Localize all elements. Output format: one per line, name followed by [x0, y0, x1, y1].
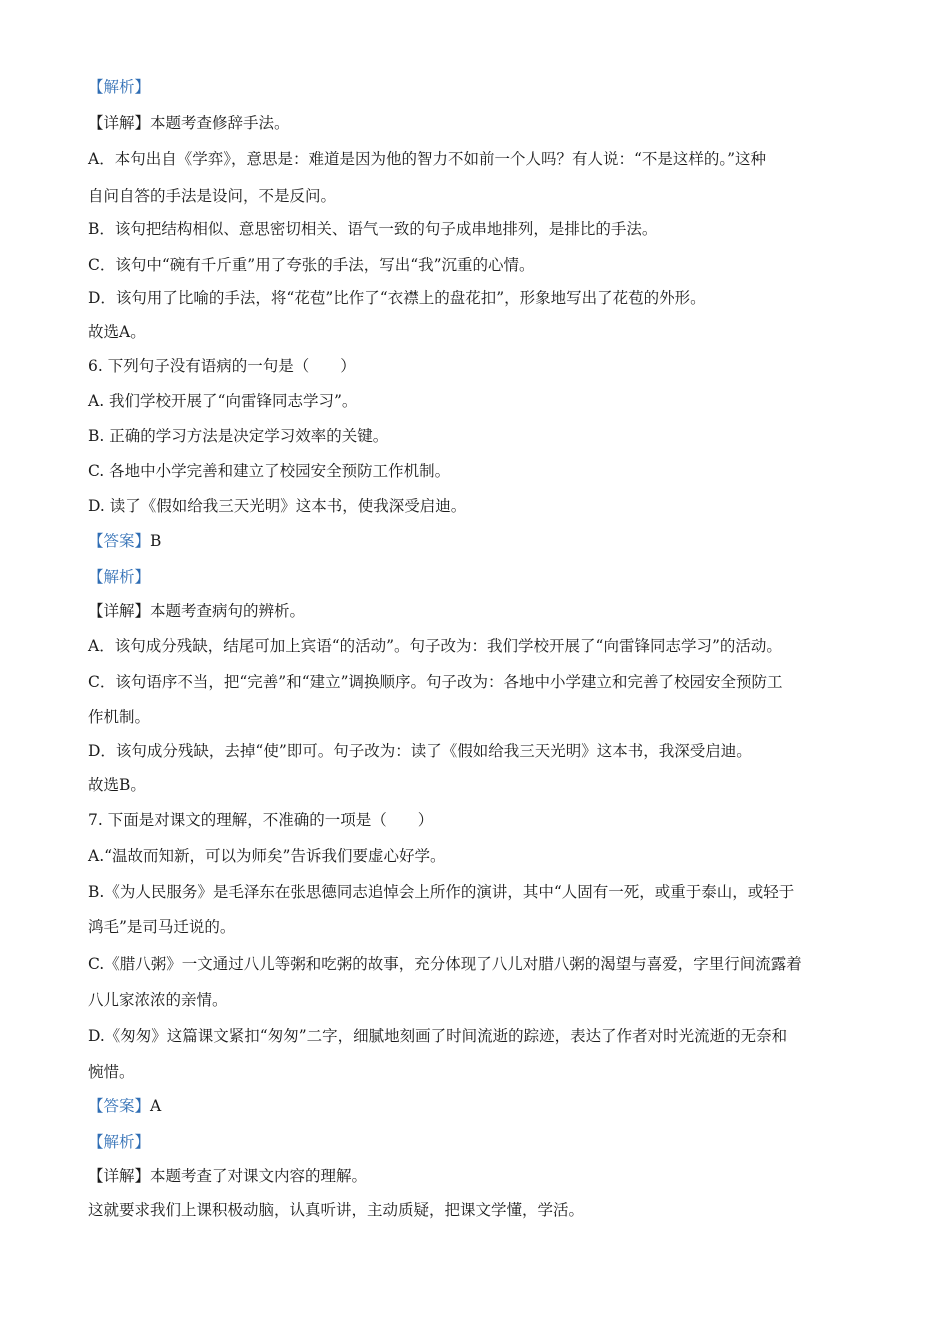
detail-text: 本题考查了对课文内容的理解。 [150, 1167, 368, 1185]
detail-text: 本题考查修辞手法。 [150, 114, 290, 132]
q6-option-b: B. 正确的学习方法是决定学习效率的关键。 [88, 427, 389, 445]
q5-explain-b: B．该句把结构相似、意思密切相关、语气一致的句子成串地排列，是排比的手法。 [88, 220, 658, 238]
answer-value: A [150, 1097, 162, 1115]
q6-option-a: A. 我们学校开展了“向雷锋同志学习”。 [88, 392, 358, 410]
q6-explain-c-line2: 作机制。 [88, 708, 151, 726]
q7-detail-line [88, 1166, 868, 1186]
q7-option-d-line2: 惋惜。 [88, 1063, 135, 1081]
q6-conclusion: 故选B。 [88, 776, 146, 794]
q6-explain-d: D．该句成分残缺，去掉“使”即可。句子改为：读了《假如给我三天光明》这本书，我深受启迪。 [88, 742, 752, 760]
q5-explain-a-line2: 自问自答的手法是设问，不是反问。 [88, 187, 337, 205]
q6-option-c: C. 各地中小学完善和建立了校园安全预防工作机制。 [88, 462, 451, 480]
q6-answer-line [88, 531, 868, 551]
detail-tag: 【详解】 [88, 114, 151, 132]
q6-option-d: D. 读了《假如给我三天光明》这本书，使我深受启迪。 [88, 497, 467, 515]
answer-tag: 【答案】 [88, 1097, 151, 1115]
detail-tag: 【详解】 [88, 602, 151, 620]
q7-option-c-line2: 八儿家浓浓的亲情。 [88, 991, 228, 1009]
q7-analysis-line [88, 1132, 868, 1152]
q7-answer-line [88, 1096, 868, 1116]
analysis-tag: 【解析】 [88, 78, 151, 96]
q7-option-c-line1: C.《腊八粥》一文通过八儿等粥和吃粥的故事，充分体现了八儿对腊八粥的渴望与喜爱，字里行间流露着 [88, 955, 802, 973]
q5-explain-a-line1: A．本句出自《学弈》，意思是：难道是因为他的智力不如前一个人吗？有人说：“不是这样的。”这种 [88, 150, 767, 168]
q5-explain-d: D．该句用了比喻的手法，将“花苞”比作了“衣襟上的盘花扣”，形象地写出了花苞的外形。 [88, 289, 706, 307]
q6-explain-c-line1: C．该句语序不当，把“完善”和“建立”调换顺序。句子改为：各地中小学建立和完善了校园安全预防工 [88, 673, 783, 691]
analysis-tag: 【解析】 [88, 568, 151, 586]
q7-option-b-line1: B.《为人民服务》是毛泽东在张思德同志追悼会上所作的演讲，其中“人固有一死，或重于泰山，或轻于 [88, 883, 795, 901]
answer-tag: 【答案】 [88, 532, 151, 550]
q5-conclusion: 故选A。 [88, 323, 146, 341]
detail-text: 本题考查病句的辨析。 [150, 602, 306, 620]
q7-option-a: A.“温故而知新，可以为师矣”告诉我们要虚心好学。 [88, 847, 446, 865]
q7-stem: 7. 下面是对课文的理解，不准确的一项是（ ） [88, 811, 434, 829]
q6-stem: 6. 下列句子没有语病的一句是（ ） [88, 357, 356, 375]
q6-explain-a: A．该句成分残缺，结尾可加上宾语“的活动”。句子改为：我们学校开展了“向雷锋同志学习”的活动。 [88, 637, 782, 655]
answer-value: B [150, 532, 162, 550]
q5-detail-line [88, 113, 868, 133]
q6-analysis-line [88, 567, 868, 587]
q6-detail-line [88, 601, 868, 621]
q7-option-d-line1: D.《匆匆》这篇课文紧扣“匆匆”二字，细腻地刻画了时间流逝的踪迹，表达了作者对时光流逝的无奈和 [88, 1027, 788, 1045]
q5-analysis-line [88, 77, 868, 97]
detail-tag: 【详解】 [88, 1167, 151, 1185]
q5-explain-c: C．该句中“碗有千斤重”用了夸张的手法，写出“我”沉重的心情。 [88, 256, 535, 274]
q7-option-b-line2: 鸿毛”是司马迁说的。 [88, 918, 236, 936]
q7-detail-line2: 这就要求我们上课积极动脑，认真听讲，主动质疑，把课文学懂，学活。 [88, 1201, 585, 1219]
analysis-tag: 【解析】 [88, 1133, 151, 1151]
